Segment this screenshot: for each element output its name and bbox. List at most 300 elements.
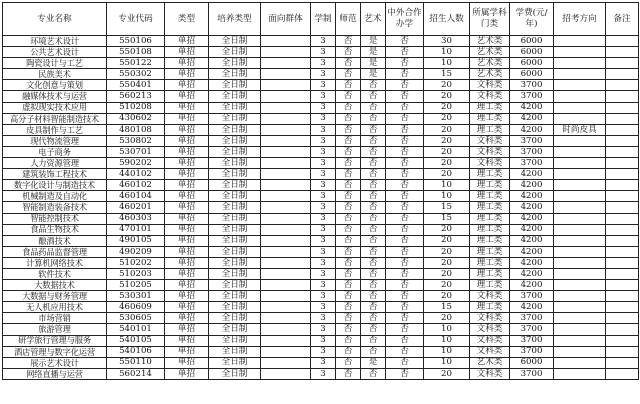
cell-art: 否 [361,191,386,202]
cell-remarks [606,291,639,302]
cell-discipline: 文科类 [470,313,510,324]
cell-normal: 否 [336,146,361,157]
cell-type: 单招 [165,368,209,379]
cell-normal: 否 [336,357,361,368]
cell-major-code: 590202 [107,158,165,169]
cell-target-group [261,268,311,279]
cell-major-code: 550108 [107,47,165,58]
cell-major-code: 540101 [107,324,165,335]
cell-direction [554,213,606,224]
cell-normal: 否 [336,191,361,202]
cell-normal: 否 [336,346,361,357]
cell-enrollment: 20 [424,169,470,180]
cell-major-code: 540106 [107,346,165,357]
cell-enrollment: 20 [424,113,470,124]
cell-art: 否 [361,113,386,124]
cell-duration: 3 [311,268,336,279]
table-row [3,224,639,235]
cell-major-name: 环境艺术设计 [3,36,107,47]
cell-type: 单招 [165,324,209,335]
table-row [3,324,639,335]
cell-training-type: 全日制 [209,302,261,313]
cell-type: 单招 [165,213,209,224]
cell-duration: 3 [311,80,336,91]
cell-type: 单招 [165,58,209,69]
cell-duration: 3 [311,313,336,324]
cell-art: 否 [361,280,386,291]
cell-training-type: 全日制 [209,135,261,146]
cell-duration: 3 [311,302,336,313]
cell-duration: 3 [311,169,336,180]
cell-sino-foreign: 否 [386,257,424,268]
table-row [3,102,639,113]
cell-direction [554,169,606,180]
table-row [3,257,639,268]
cell-enrollment: 20 [424,313,470,324]
cell-art: 否 [361,135,386,146]
cell-enrollment: 10 [424,191,470,202]
header-sino-foreign: 中外合作办学 [386,3,424,36]
cell-enrollment: 15 [424,69,470,80]
cell-training-type: 全日制 [209,47,261,58]
cell-major-code: 510202 [107,257,165,268]
cell-remarks [606,246,639,257]
cell-remarks [606,180,639,191]
cell-duration: 3 [311,146,336,157]
cell-target-group [261,302,311,313]
cell-duration: 3 [311,280,336,291]
cell-duration: 3 [311,158,336,169]
table-row [3,58,639,69]
cell-art: 是 [361,36,386,47]
cell-normal: 否 [336,58,361,69]
cell-training-type: 全日制 [209,313,261,324]
cell-tuition: 3700 [510,291,554,302]
cell-type: 单招 [165,202,209,213]
cell-target-group [261,69,311,80]
cell-remarks [606,280,639,291]
cell-normal: 否 [336,313,361,324]
cell-normal: 否 [336,91,361,102]
cell-direction [554,302,606,313]
cell-major-code: 490209 [107,246,165,257]
cell-art: 是 [361,47,386,58]
cell-discipline: 文科类 [470,324,510,335]
cell-direction [554,346,606,357]
cell-normal: 否 [336,235,361,246]
cell-duration: 3 [311,69,336,80]
cell-tuition: 3700 [510,158,554,169]
cell-enrollment: 20 [424,280,470,291]
cell-direction [554,246,606,257]
cell-enrollment: 10 [424,47,470,58]
cell-sino-foreign: 否 [386,346,424,357]
cell-remarks [606,47,639,58]
cell-target-group [261,180,311,191]
cell-major-name: 食品生物技术 [3,224,107,235]
cell-tuition: 3700 [510,368,554,379]
cell-normal: 否 [336,324,361,335]
cell-sino-foreign: 否 [386,202,424,213]
cell-direction [554,36,606,47]
header-type: 类型 [165,3,209,36]
cell-remarks [606,135,639,146]
cell-discipline: 艺术类 [470,47,510,58]
cell-discipline: 文科类 [470,368,510,379]
cell-discipline: 文科类 [470,335,510,346]
cell-enrollment: 20 [424,146,470,157]
cell-art: 否 [361,235,386,246]
cell-type: 单招 [165,357,209,368]
cell-tuition: 6000 [510,36,554,47]
cell-major-name: 旅游管理 [3,324,107,335]
cell-normal: 否 [336,47,361,58]
cell-tuition: 4200 [510,224,554,235]
table-row [3,280,639,291]
cell-duration: 3 [311,213,336,224]
cell-type: 单招 [165,91,209,102]
cell-target-group [261,246,311,257]
cell-target-group [261,102,311,113]
cell-enrollment: 20 [424,268,470,279]
header-direction: 招考方向 [554,3,606,36]
cell-training-type: 全日制 [209,235,261,246]
cell-duration: 3 [311,58,336,69]
table-row [3,302,639,313]
cell-type: 单招 [165,36,209,47]
cell-type: 单招 [165,257,209,268]
cell-enrollment: 15 [424,213,470,224]
cell-art: 否 [361,291,386,302]
cell-duration: 3 [311,180,336,191]
cell-sino-foreign: 否 [386,169,424,180]
cell-major-name: 皮具制作与工艺 [3,124,107,135]
cell-tuition: 4200 [510,213,554,224]
cell-remarks [606,36,639,47]
cell-tuition: 3700 [510,80,554,91]
cell-duration: 3 [311,324,336,335]
cell-duration: 3 [311,291,336,302]
header-target-group: 面向群体 [261,3,311,36]
cell-training-type: 全日制 [209,158,261,169]
cell-major-name: 大数据与财务管理 [3,291,107,302]
cell-direction [554,280,606,291]
cell-discipline: 理工类 [470,169,510,180]
cell-normal: 否 [336,135,361,146]
header-training-type: 培养类型 [209,3,261,36]
cell-major-name: 融媒体技术与运营 [3,91,107,102]
cell-sino-foreign: 否 [386,47,424,58]
cell-remarks [606,313,639,324]
cell-normal: 否 [336,268,361,279]
cell-major-name: 高分子材料智能制造技术 [3,113,107,124]
cell-normal: 否 [336,280,361,291]
cell-enrollment: 10 [424,324,470,335]
cell-duration: 3 [311,91,336,102]
cell-normal: 否 [336,102,361,113]
cell-direction [554,235,606,246]
cell-duration: 3 [311,113,336,124]
cell-art: 否 [361,324,386,335]
cell-art: 否 [361,158,386,169]
cell-discipline: 艺术类 [470,357,510,368]
cell-remarks [606,124,639,135]
table-row [3,113,639,124]
cell-normal: 否 [336,302,361,313]
cell-direction [554,313,606,324]
cell-training-type: 全日制 [209,124,261,135]
cell-major-code: 460303 [107,213,165,224]
cell-type: 单招 [165,146,209,157]
cell-training-type: 全日制 [209,324,261,335]
cell-duration: 3 [311,224,336,235]
cell-remarks [606,158,639,169]
cell-type: 单招 [165,313,209,324]
cell-training-type: 全日制 [209,169,261,180]
cell-art: 否 [361,368,386,379]
cell-tuition: 3700 [510,313,554,324]
table-row [3,36,639,47]
cell-sino-foreign: 否 [386,291,424,302]
cell-tuition: 4200 [510,191,554,202]
cell-target-group [261,202,311,213]
cell-discipline: 理工类 [470,124,510,135]
cell-normal: 否 [336,169,361,180]
cell-target-group [261,58,311,69]
table-row [3,135,639,146]
cell-type: 单招 [165,191,209,202]
cell-tuition: 4200 [510,180,554,191]
cell-remarks [606,257,639,268]
cell-remarks [606,302,639,313]
cell-duration: 3 [311,235,336,246]
cell-major-name: 虚拟现实技术应用 [3,102,107,113]
cell-type: 单招 [165,102,209,113]
cell-normal: 否 [336,213,361,224]
cell-type: 单招 [165,113,209,124]
cell-duration: 3 [311,47,336,58]
cell-art: 否 [361,169,386,180]
cell-major-name: 陶瓷设计与工艺 [3,58,107,69]
cell-tuition: 4200 [510,169,554,180]
cell-enrollment: 10 [424,346,470,357]
cell-discipline: 理工类 [470,113,510,124]
cell-major-name: 酿酒技术 [3,235,107,246]
cell-normal: 否 [336,36,361,47]
cell-target-group [261,213,311,224]
cell-type: 单招 [165,246,209,257]
cell-type: 单招 [165,302,209,313]
cell-major-name: 软件技术 [3,268,107,279]
cell-art: 否 [361,124,386,135]
cell-tuition: 3700 [510,135,554,146]
cell-training-type: 全日制 [209,191,261,202]
cell-major-name: 现代物流管理 [3,135,107,146]
cell-remarks [606,335,639,346]
cell-type: 单招 [165,346,209,357]
cell-training-type: 全日制 [209,368,261,379]
cell-sino-foreign: 否 [386,357,424,368]
cell-art: 否 [361,335,386,346]
cell-normal: 否 [336,158,361,169]
cell-remarks [606,268,639,279]
cell-direction [554,180,606,191]
cell-art: 否 [361,346,386,357]
cell-major-code: 530701 [107,146,165,157]
cell-enrollment: 20 [424,91,470,102]
cell-art: 否 [361,213,386,224]
cell-type: 单招 [165,124,209,135]
cell-duration: 3 [311,102,336,113]
cell-training-type: 全日制 [209,357,261,368]
cell-remarks [606,235,639,246]
cell-discipline: 文科类 [470,80,510,91]
cell-remarks [606,357,639,368]
cell-type: 单招 [165,80,209,91]
cell-training-type: 全日制 [209,335,261,346]
cell-duration: 3 [311,246,336,257]
cell-enrollment: 20 [424,124,470,135]
cell-enrollment: 20 [424,246,470,257]
cell-sino-foreign: 否 [386,268,424,279]
cell-art: 是 [361,58,386,69]
cell-direction [554,335,606,346]
table-row [3,124,639,135]
cell-target-group [261,335,311,346]
table-row [3,91,639,102]
cell-major-name: 建筑装饰工程技术 [3,169,107,180]
cell-sino-foreign: 否 [386,135,424,146]
cell-major-name: 无人机应用技术 [3,302,107,313]
cell-remarks [606,69,639,80]
cell-target-group [261,124,311,135]
cell-major-name: 数字化设计与制造技术 [3,180,107,191]
cell-art: 否 [361,313,386,324]
cell-direction [554,224,606,235]
cell-target-group [261,146,311,157]
cell-remarks [606,224,639,235]
cell-normal: 否 [336,124,361,135]
cell-tuition: 4200 [510,113,554,124]
cell-sino-foreign: 否 [386,158,424,169]
cell-discipline: 理工类 [470,268,510,279]
cell-major-code: 530605 [107,313,165,324]
cell-major-code: 430602 [107,113,165,124]
cell-direction [554,268,606,279]
cell-target-group [261,80,311,91]
cell-sino-foreign: 否 [386,124,424,135]
cell-discipline: 理工类 [470,102,510,113]
cell-tuition: 3700 [510,91,554,102]
cell-remarks [606,113,639,124]
cell-enrollment: 20 [424,224,470,235]
cell-duration: 3 [311,36,336,47]
cell-remarks [606,324,639,335]
cell-training-type: 全日制 [209,346,261,357]
cell-major-code: 560214 [107,368,165,379]
cell-sino-foreign: 否 [386,246,424,257]
cell-remarks [606,58,639,69]
cell-direction [554,368,606,379]
cell-duration: 3 [311,257,336,268]
cell-tuition: 3700 [510,335,554,346]
cell-major-code: 540105 [107,335,165,346]
cell-major-code: 550302 [107,69,165,80]
cell-sino-foreign: 否 [386,113,424,124]
table-row [3,346,639,357]
header-normal: 师范 [336,3,361,36]
cell-target-group [261,135,311,146]
cell-tuition: 4200 [510,235,554,246]
cell-direction [554,146,606,157]
enrollment-table [2,2,639,380]
cell-normal: 否 [336,257,361,268]
cell-direction [554,357,606,368]
cell-tuition: 4200 [510,302,554,313]
table-row [3,202,639,213]
cell-direction [554,47,606,58]
table-body [3,36,639,380]
cell-major-code: 440102 [107,169,165,180]
cell-direction [554,69,606,80]
cell-remarks [606,368,639,379]
cell-target-group [261,91,311,102]
cell-discipline: 理工类 [470,246,510,257]
cell-major-code: 460201 [107,202,165,213]
cell-target-group [261,257,311,268]
cell-direction: 时尚皮具 [554,124,606,135]
cell-target-group [261,357,311,368]
cell-training-type: 全日制 [209,202,261,213]
cell-type: 单招 [165,69,209,80]
cell-major-code: 550110 [107,357,165,368]
cell-enrollment: 15 [424,202,470,213]
cell-major-code: 510205 [107,280,165,291]
cell-duration: 3 [311,124,336,135]
header-duration: 学制 [311,3,336,36]
cell-enrollment: 10 [424,58,470,69]
cell-major-name: 酒店管理与数字化运营 [3,346,107,357]
cell-training-type: 全日制 [209,224,261,235]
cell-direction [554,191,606,202]
cell-training-type: 全日制 [209,280,261,291]
cell-major-name: 研学旅行管理与服务 [3,335,107,346]
cell-discipline: 理工类 [470,213,510,224]
cell-tuition: 3700 [510,346,554,357]
cell-target-group [261,36,311,47]
cell-major-code: 550122 [107,58,165,69]
cell-normal: 否 [336,246,361,257]
table-row [3,169,639,180]
cell-enrollment: 30 [424,36,470,47]
cell-major-name: 人力资源管理 [3,158,107,169]
cell-major-name: 市场营销 [3,313,107,324]
cell-tuition: 4200 [510,268,554,279]
cell-normal: 否 [336,335,361,346]
cell-art: 否 [361,80,386,91]
cell-sino-foreign: 否 [386,36,424,47]
cell-discipline: 文科类 [470,146,510,157]
cell-enrollment: 20 [424,368,470,379]
table-row [3,357,639,368]
cell-art: 否 [361,268,386,279]
cell-target-group [261,313,311,324]
cell-remarks [606,169,639,180]
cell-tuition: 4200 [510,102,554,113]
cell-sino-foreign: 否 [386,80,424,91]
cell-target-group [261,324,311,335]
cell-type: 单招 [165,280,209,291]
